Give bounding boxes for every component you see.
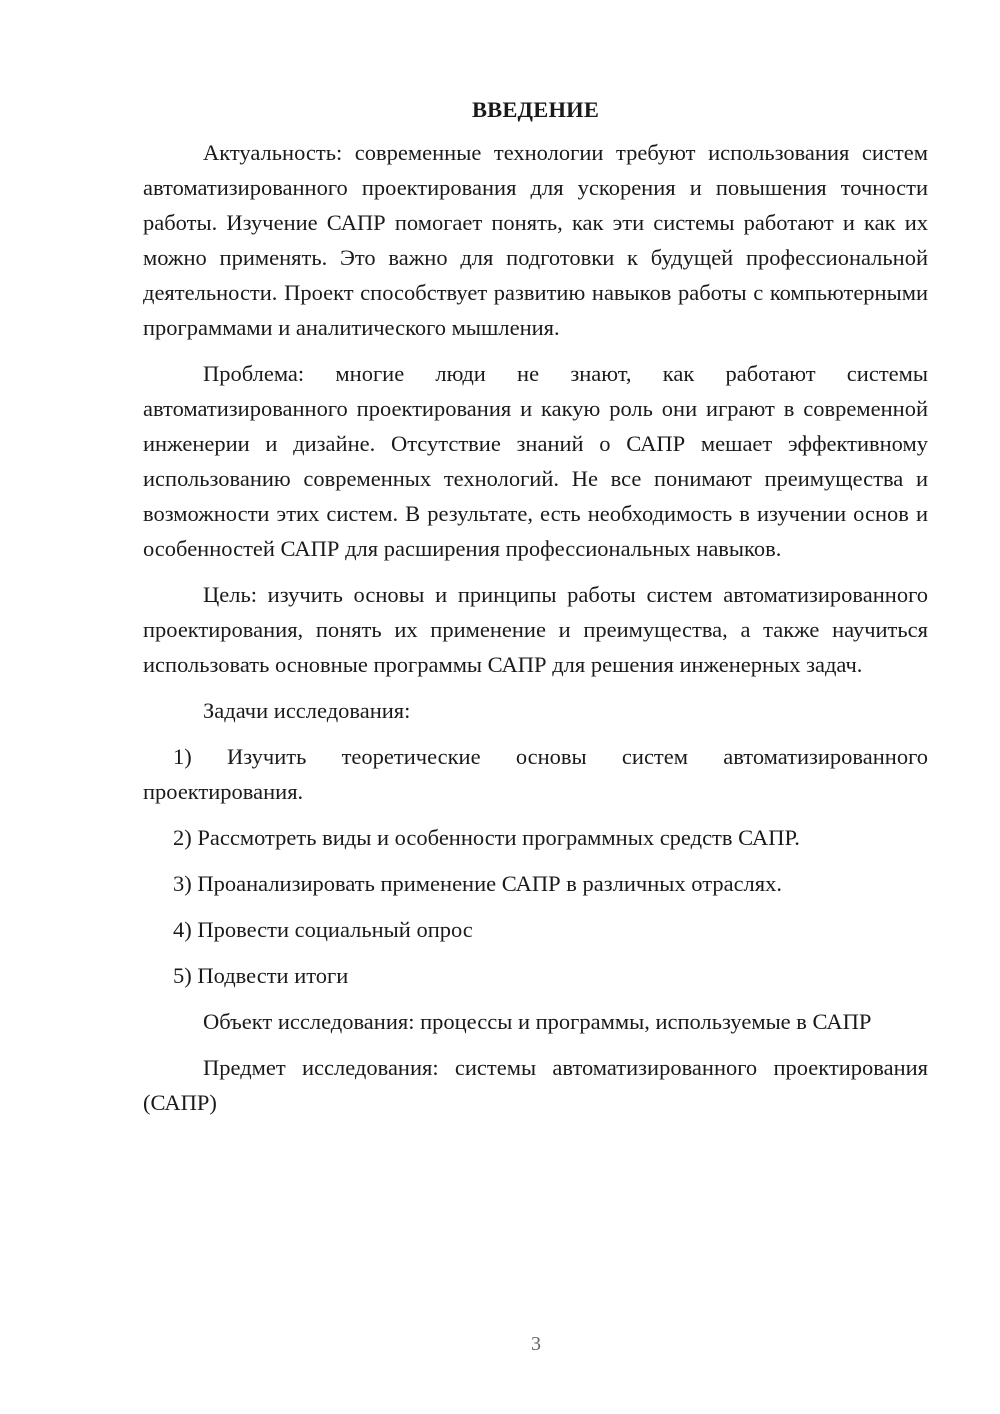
goal-paragraph: Цель: изучить основы и принципы работы систем автоматизированного проектирования, понять их применение и преимущества, а также научиться использовать основные программы САПР для решения инженерных задач. <box>143 582 928 677</box>
page-content <box>143 92 928 1131</box>
task-item: 3) Проанализировать применение САПР в различных отраслях. <box>173 871 783 896</box>
object-paragraph: Объект исследования: процессы и программы, используемые в САПР <box>203 1009 872 1034</box>
problem-paragraph: Проблема: многие люди не знают, как работают системы автоматизированного проектирования и какую роль они играют в современной инженерии и дизайне. Отсутствие знаний о САПР мешает эффективному использованию современных технологий. Не все понимают преимущества и возможности этих систем. В результате, есть необходимость в изучении основ и особенностей САПР для расширения профессиональных навыков. <box>143 361 928 561</box>
section-heading: ВВЕДЕНИЕ <box>471 97 600 122</box>
task-item: 4) Провести социальный опрос <box>173 917 473 942</box>
subject-paragraph: Предмет исследования: системы автоматизированного проектирования (САПР) <box>143 1055 928 1115</box>
page-number: 3 <box>531 1333 541 1355</box>
task-item: 1) Изучить теоретические основы систем автоматизированного проектирования. <box>143 744 928 804</box>
task-item: 5) Подвести итоги <box>173 963 349 988</box>
relevance-paragraph: Актуальность: современные технологии требуют использования систем автоматизированного проектирования для ускорения и повышения точности работы. Изучение САПР помогает понять, как эти системы работают и как их можно применять. Это важно для подготовки к будущей профессиональной деятельности. Проект способствует развитию навыков работы с компьютерными программами и аналитического мышления. <box>143 140 928 340</box>
tasks-title: Задачи исследования: <box>203 698 411 723</box>
task-item: 2) Рассмотреть виды и особенности программных средств САПР. <box>173 825 800 850</box>
